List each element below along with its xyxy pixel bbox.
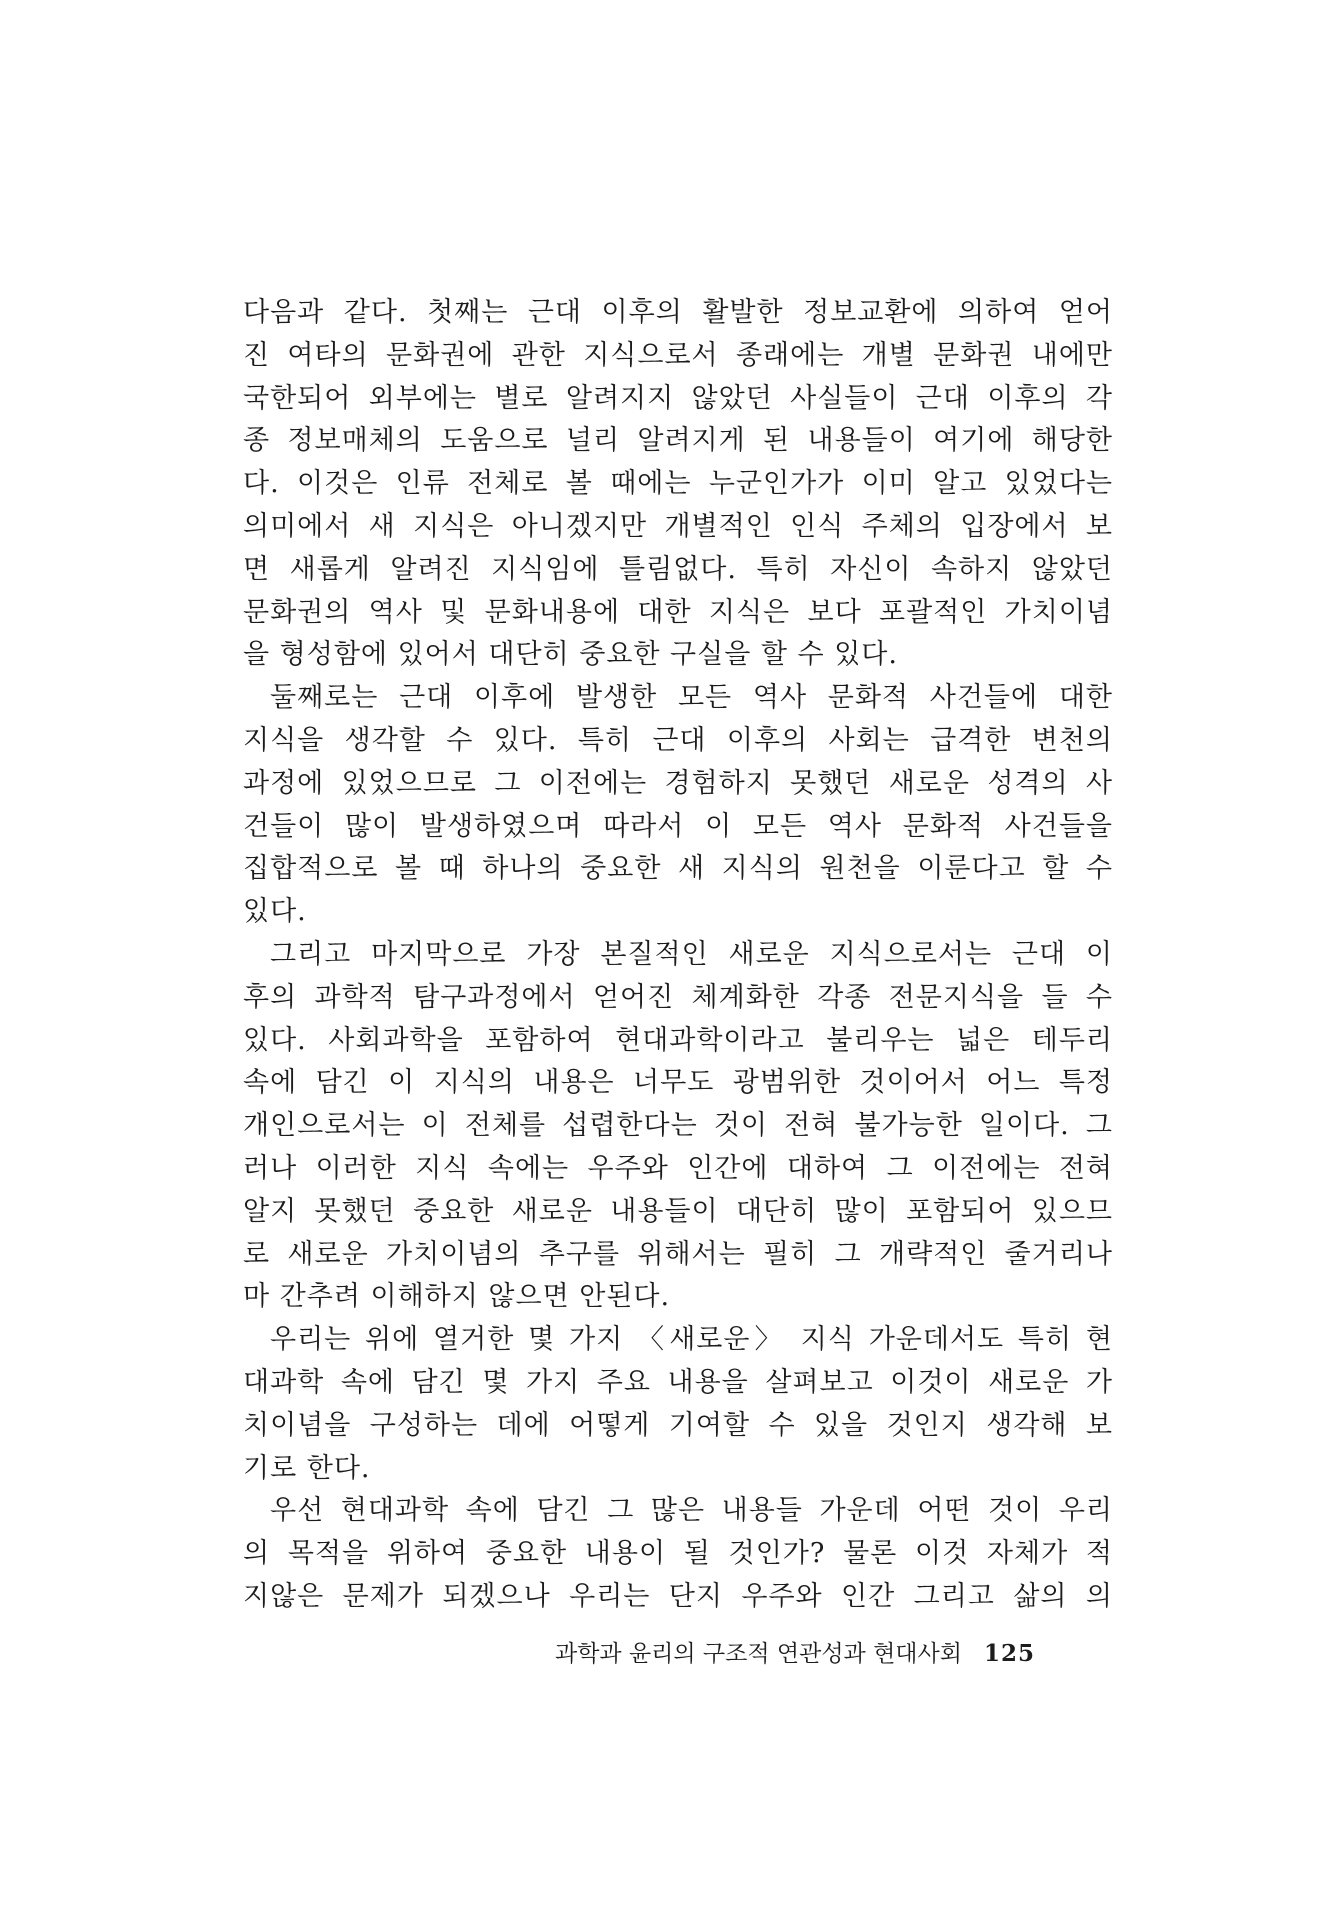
text-line: 대과학 속에 담긴 몇 가지 주요 내용을 살펴보고 이것이 새로운 가 — [243, 1366, 1113, 1398]
page-footer — [555, 1634, 1090, 1674]
text-line: 치이념을 구성하는 데에 어떻게 기여할 수 있을 것인지 생각해 보 — [243, 1409, 1113, 1441]
text-line: 지식을 생각할 수 있다. 특히 근대 이후의 사회는 급격한 변천의 — [243, 724, 1113, 756]
text-line: 의 목적을 위하여 중요한 내용이 될 것인가? 물론 이것 자체가 적 — [243, 1538, 1113, 1570]
text-line: 개인으로서는 이 전체를 섭렵한다는 것이 전혀 불가능한 일이다. 그 — [243, 1110, 1113, 1142]
text-line: 둘째로는 근대 이후에 발생한 모든 역사 문화적 사건들에 대한 — [270, 682, 1113, 714]
text-line: 러나 이러한 지식 속에는 우주와 인간에 대하여 그 이전에는 전혀 — [243, 1152, 1113, 1184]
text-line: 집합적으로 볼 때 하나의 중요한 새 지식의 원천을 이룬다고 할 수 — [243, 853, 1113, 885]
text-line: 과정에 있었으므로 그 이전에는 경험하지 못했던 새로운 성격의 사 — [243, 767, 1113, 799]
body-text — [243, 292, 1113, 1619]
page-number: 125 — [983, 1640, 1035, 1667]
text-line: 의미에서 새 지식은 아니겠지만 개별적인 인식 주체의 입장에서 보 — [243, 510, 1113, 542]
text-line: 지않은 문제가 되겠으나 우리는 단지 우주와 인간 그리고 삶의 의 — [243, 1580, 1113, 1612]
running-title: 과학과 윤리의 구조적 연관성과 현대사회 — [555, 1641, 962, 1667]
text-line: 속에 담긴 이 지식의 내용은 너무도 광범위한 것이어서 어느 특정 — [243, 1067, 1113, 1099]
text-line: 마 간추려 이해하지 않으면 안된다. — [243, 1281, 671, 1313]
text-line: 그리고 마지막으로 가장 본질적인 새로운 지식으로서는 근대 이 — [270, 938, 1113, 970]
text-line: 진 여타의 문화권에 관한 지식으로서 종래에는 개별 문화권 내에만 — [243, 339, 1113, 371]
text-line: 을 형성함에 있어서 대단히 중요한 구실을 할 수 있다. — [243, 639, 898, 671]
text-line: 국한되어 외부에는 별로 알려지지 않았던 사실들이 근대 이후의 각 — [243, 382, 1113, 414]
text-line: 다음과 같다. 첫째는 근대 이후의 활발한 정보교환에 의하여 얻어 — [243, 297, 1113, 328]
text-line: 알지 못했던 중요한 새로운 내용들이 대단히 많이 포함되어 있으므 — [243, 1195, 1113, 1227]
text-line: 있다. 사회과학을 포함하여 현대과학이라고 불리우는 넓은 테두리 — [243, 1024, 1113, 1056]
text-line: 종 정보매체의 도움으로 널리 알려지게 된 내용들이 여기에 해당한 — [243, 425, 1113, 457]
text-line: 기로 한다. — [243, 1452, 371, 1484]
text-line: 후의 과학적 탐구과정에서 얻어진 체계화한 각종 전문지식을 들 수 — [243, 981, 1113, 1013]
text-line: 문화권의 역사 및 문화내용에 대한 지식은 보다 포괄적인 가치이념 — [243, 596, 1113, 628]
text-line: 로 새로운 가치이념의 추구를 위해서는 필히 그 개략적인 줄거리나 — [243, 1238, 1113, 1270]
text-line: 우리는 위에 열거한 몇 가지 〈새로운〉 지식 가운데서도 특히 현 — [270, 1324, 1113, 1356]
text-line: 면 새롭게 알려진 지식임에 틀림없다. 특히 자신이 속하지 않았던 — [243, 553, 1113, 585]
text-line: 다. 이것은 인류 전체로 볼 때에는 누군인가가 이미 알고 있었다는 — [243, 468, 1113, 500]
text-line: 우선 현대과학 속에 담긴 그 많은 내용들 가운데 어떤 것이 우리 — [270, 1495, 1113, 1527]
text-line: 건들이 많이 발생하였으며 따라서 이 모든 역사 문화적 사건들을 — [243, 810, 1113, 842]
text-line: 있다. — [243, 896, 307, 928]
